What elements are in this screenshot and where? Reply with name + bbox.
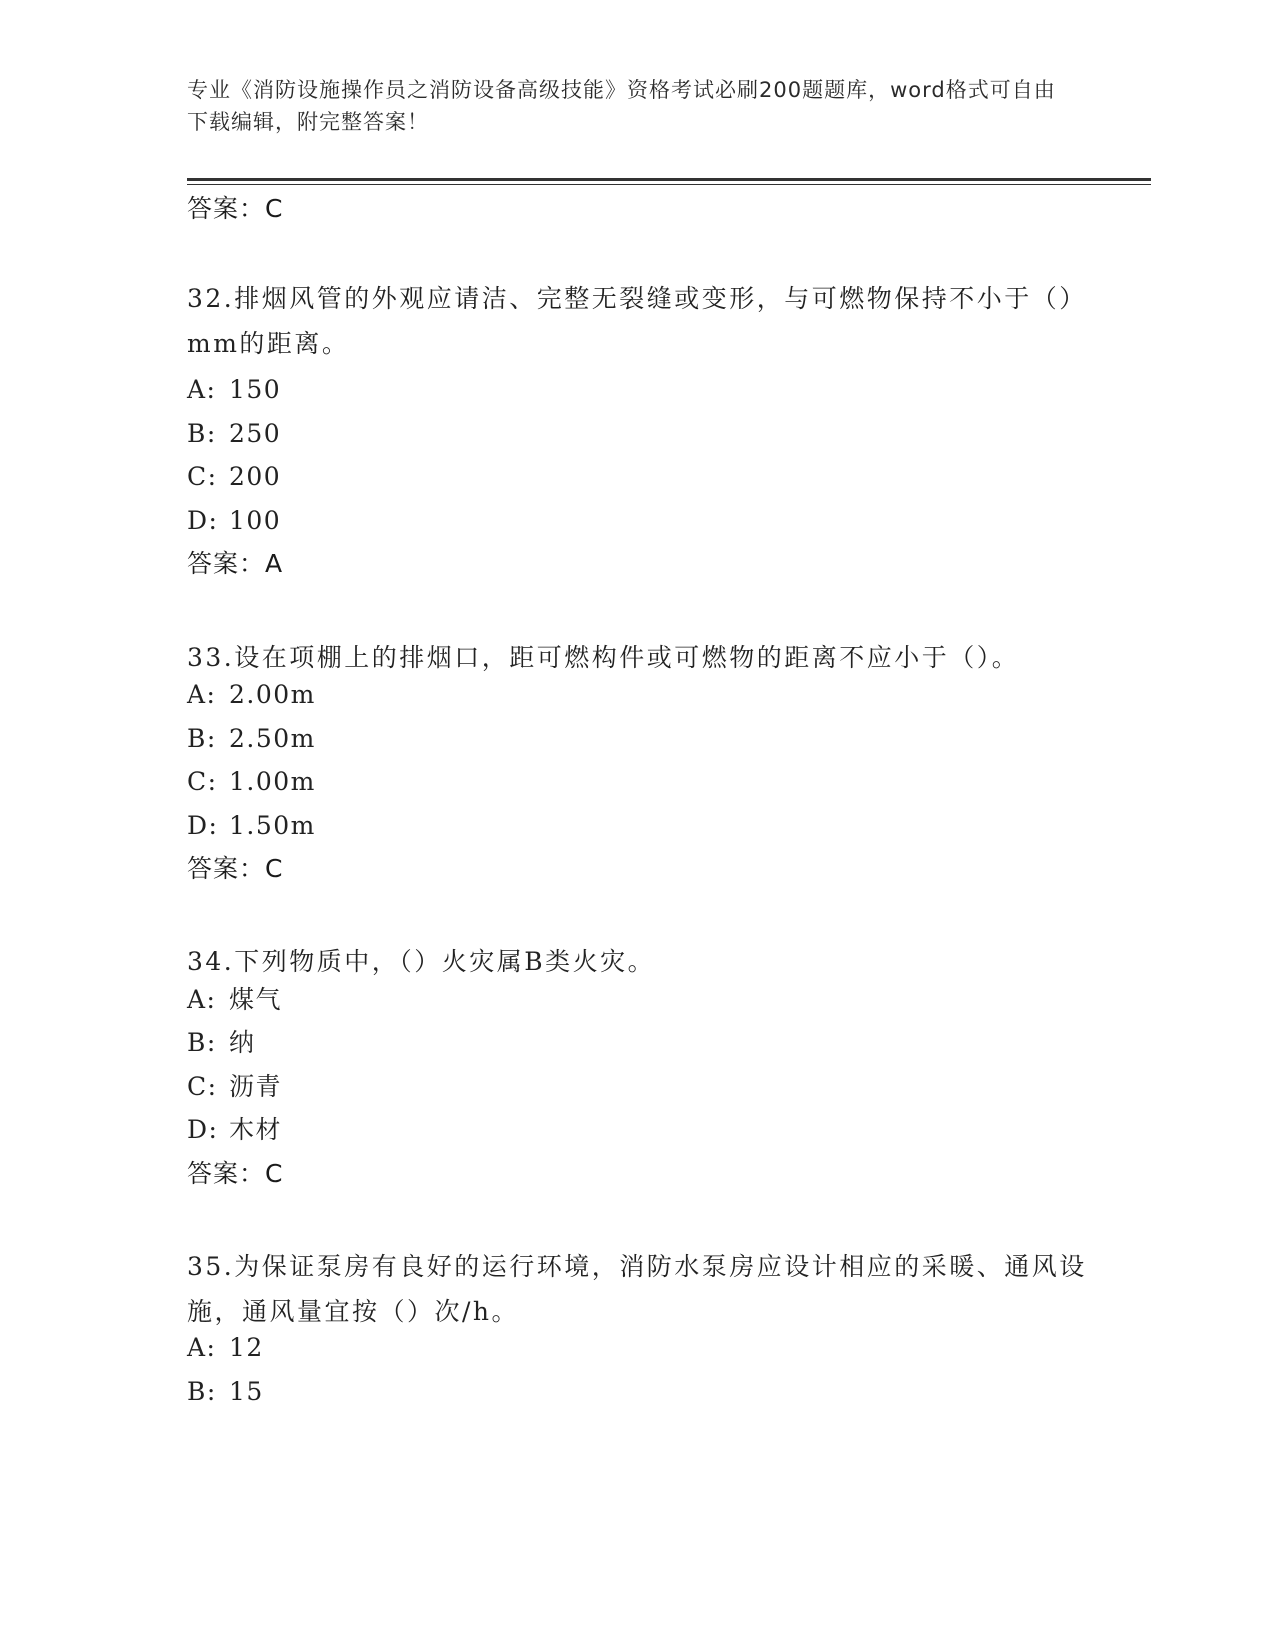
- option-letter: D:: [187, 506, 219, 535]
- option-letter: A:: [187, 985, 217, 1014]
- question-35-text: 35.为保证泵房有良好的运行环境，消防水泵房应设计相应的采暖、通风设施，通风量宜按（）次/h。: [187, 1252, 1087, 1326]
- option-value: 200: [229, 462, 282, 491]
- option-letter: B:: [187, 419, 217, 448]
- question-33-text: 33.设在项棚上的排烟口，距可燃构件或可燃物的距离不应小于（）。: [187, 643, 1020, 672]
- option-letter: C:: [187, 767, 218, 796]
- document-header: 专业《消防设施操作员之消防设备高级技能》资格考试必刷200题题库，word格式可自由下载编辑，附完整答案！: [187, 78, 1056, 134]
- question-33-option-c: [187, 765, 316, 799]
- question-33-option-a: [187, 678, 316, 712]
- question-33-answer: 答案：C: [187, 854, 284, 883]
- question-32-option-d: [187, 504, 281, 538]
- question-34-option-d: [187, 1113, 282, 1147]
- option-value: 100: [229, 506, 282, 535]
- option-letter: D:: [187, 1115, 219, 1144]
- header-divider-thick: [187, 178, 1151, 181]
- option-letter: A:: [187, 1333, 217, 1362]
- option-value: 木材: [229, 1115, 283, 1144]
- question-32-option-b: [187, 417, 281, 451]
- option-letter: C:: [187, 462, 218, 491]
- option-value: 沥青: [229, 1072, 283, 1101]
- option-value: 250: [229, 419, 282, 448]
- question-35-option-b: [187, 1375, 264, 1409]
- option-value: 2.50m: [229, 724, 316, 753]
- option-value: 150: [229, 375, 282, 404]
- option-value: 1.00m: [229, 767, 316, 796]
- previous-answer: 答案：C: [187, 194, 284, 223]
- option-value: 纳: [229, 1028, 256, 1057]
- option-letter: C:: [187, 1072, 218, 1101]
- question-32-text: 32.排烟风管的外观应请洁、完整无裂缝或变形，与可燃物保持不小于（）mm的距离。: [187, 284, 1087, 358]
- option-value: 15: [229, 1377, 264, 1406]
- option-letter: B:: [187, 1028, 217, 1057]
- option-value: 2.00m: [229, 680, 316, 709]
- question-34-option-c: [187, 1070, 282, 1104]
- question-34-text: 34.下列物质中，（）火灾属B类火灾。: [187, 947, 656, 976]
- option-letter: B:: [187, 724, 217, 753]
- question-33-option-b: [187, 722, 316, 756]
- header-divider-thin: [187, 184, 1151, 185]
- question-34-option-b: [187, 1026, 256, 1060]
- question-32-answer: 答案：A: [187, 549, 284, 578]
- question-35-option-a: [187, 1331, 264, 1365]
- question-33-option-d: [187, 809, 316, 843]
- question-32-option-c: [187, 460, 281, 494]
- option-letter: B:: [187, 1377, 217, 1406]
- option-value: 煤气: [229, 985, 283, 1014]
- option-value: 12: [229, 1333, 264, 1362]
- question-34-option-a: [187, 983, 282, 1017]
- option-letter: A:: [187, 375, 217, 404]
- option-letter: A:: [187, 680, 217, 709]
- question-34-answer: 答案：C: [187, 1159, 284, 1188]
- question-32-option-a: [187, 373, 281, 407]
- option-value: 1.50m: [229, 811, 316, 840]
- option-letter: D:: [187, 811, 219, 840]
